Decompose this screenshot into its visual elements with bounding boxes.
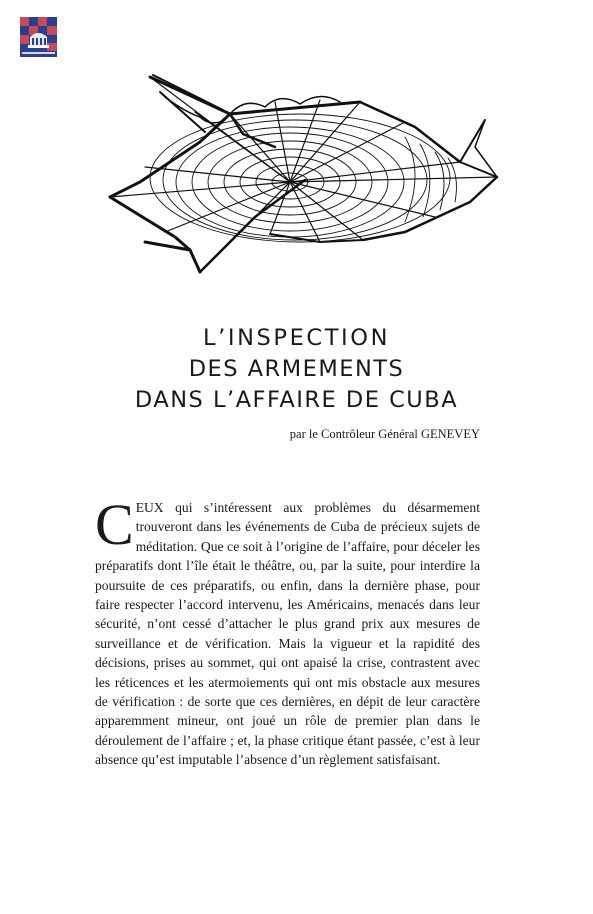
article-paragraph: qui s’intéressent aux problèmes du désarmement trouveront dans les événements de Cuba de précieux sujets de méditation. Que ce soit à l’origine de l’affaire, pour déceler les préparatifs dont l’île était le théâtre, ou, par la suite, pour interdire la poursuite de ces préparatifs, ou enfin, dans la dernière phase, pour faire respecter l’accord intervenu, les Américains, menacés dans leur sécurité, n’ont cessé d’attacher le plus grand prix aux mesures de surveillance et de vérification. Mais la vigueur et la rapidité des décisions, prises au sommet, qui ont apaisé la crise, contrastent avec les réticences et les atermoiements qui ont mis obstacle aux mesures de vérification : de sorte que ces dernières, en dépit de leur caractère apparemment mineur, ont joué un rôle de premier plan dans le déroulement de l’affaire ; et, la phase critique étant passée, c’est à leur absence qu’est imputable l’absence d’un règlement satisfaisant. [95, 500, 480, 768]
article-title-line-1: L’INSPECTION [202, 325, 391, 351]
institution-logo [20, 17, 57, 57]
drop-cap: C [95, 492, 134, 557]
spider-web-fish-illustration [105, 72, 500, 277]
article-lead-word: EUX [135, 500, 164, 515]
article-title-line-2: DES ARMEMENTS [188, 356, 405, 382]
article-body [95, 492, 480, 770]
institution-building-logo-icon [20, 17, 57, 57]
article-title-line-3: DANS L’AFFAIRE DE CUBA [134, 387, 459, 413]
author-byline: par le Contrôleur Général GENEVEY [289, 427, 480, 441]
spider-web-fish-icon [105, 72, 500, 277]
